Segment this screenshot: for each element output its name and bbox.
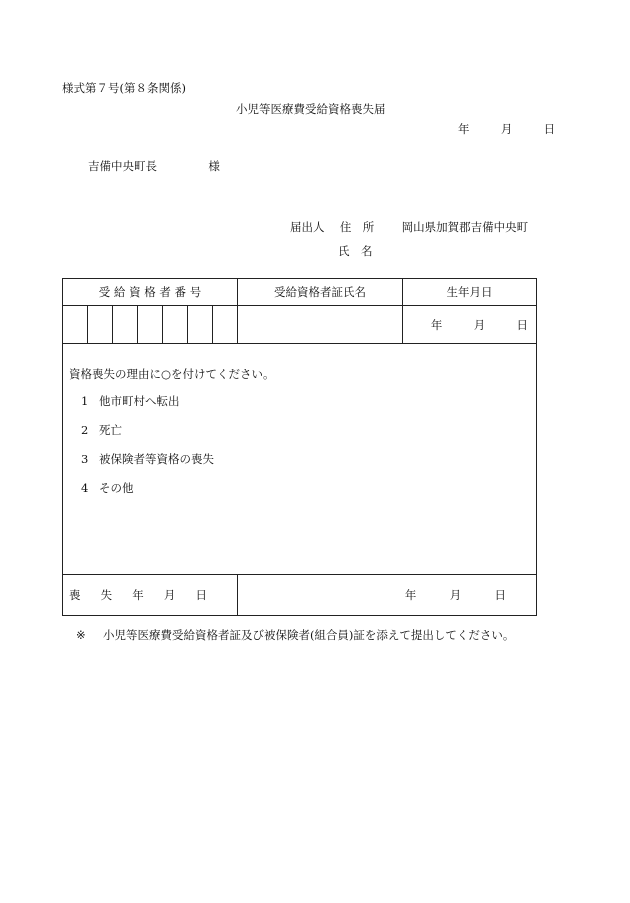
reason-option-4[interactable]: 4 その他: [81, 481, 134, 495]
addressee: [88, 158, 220, 174]
date-month-label: 月: [500, 122, 513, 136]
recipient-number-header: 受 給 資 格 者 番 号: [63, 279, 238, 306]
reason-row: [63, 344, 537, 575]
birth-date-header: 生年月日: [403, 279, 537, 306]
loss-date-field[interactable]: [238, 575, 537, 616]
certificate-name-field[interactable]: [238, 306, 403, 344]
number-digit-box[interactable]: [63, 306, 88, 343]
birth-month-label: 月: [473, 317, 486, 332]
applicant-label: 届出人: [290, 220, 325, 234]
form-number: 様式第７号(第８条関係): [62, 81, 186, 95]
number-digit-box[interactable]: [113, 306, 138, 343]
loss-year-label: 年: [404, 588, 417, 602]
number-digit-box[interactable]: [213, 306, 237, 343]
address-value: 岡山県加賀郡吉備中央町: [401, 220, 529, 234]
applicant-name-label: 氏 名: [338, 244, 373, 258]
footnote: [76, 627, 514, 643]
table-input-row: [63, 306, 537, 344]
loss-day-label: 日: [494, 588, 506, 602]
number-digit-box[interactable]: [88, 306, 113, 343]
reason-option-1[interactable]: 1 他市町村へ転出: [81, 394, 180, 408]
certificate-name-header: 受給資格者証氏名: [238, 279, 403, 306]
number-digit-box[interactable]: [138, 306, 163, 343]
address-label: 住 所: [339, 220, 375, 234]
date-year-label: 年: [458, 122, 470, 136]
addressee-name: 吉備中央町長: [88, 159, 157, 173]
reason-list: [81, 394, 214, 510]
addressee-honorific: 様: [208, 159, 220, 173]
footnote-mark: ※: [76, 628, 86, 642]
birth-day-label: 日: [516, 317, 528, 332]
reason-option-2[interactable]: 2 死亡: [81, 423, 122, 437]
loss-date-row: [63, 575, 537, 616]
application-table: [62, 278, 537, 616]
table-header-row: [63, 279, 537, 306]
reason-instructions: 資格喪失の理由に○を付けてください。: [69, 367, 275, 381]
reason-option-3[interactable]: 3 被保険者等資格の喪失: [81, 452, 214, 466]
reason-section: [63, 344, 537, 575]
number-digit-box[interactable]: [188, 306, 213, 343]
birth-date-field[interactable]: [403, 306, 537, 344]
date-day-label: 日: [543, 122, 556, 136]
number-digit-box[interactable]: [163, 306, 188, 343]
recipient-number-field[interactable]: [63, 306, 238, 344]
birth-year-label: 年: [430, 317, 443, 332]
document-title: 小児等医療費受給資格喪失届: [236, 102, 386, 116]
applicant-address-line: [290, 219, 528, 235]
submission-date: [458, 121, 555, 137]
loss-date-label: 喪 失 年 月 日: [63, 575, 238, 616]
footnote-text: 小児等医療費受給資格者証及び被保険者(組合員)証を添えて提出してください。: [102, 628, 515, 642]
loss-month-label: 月: [449, 588, 462, 602]
